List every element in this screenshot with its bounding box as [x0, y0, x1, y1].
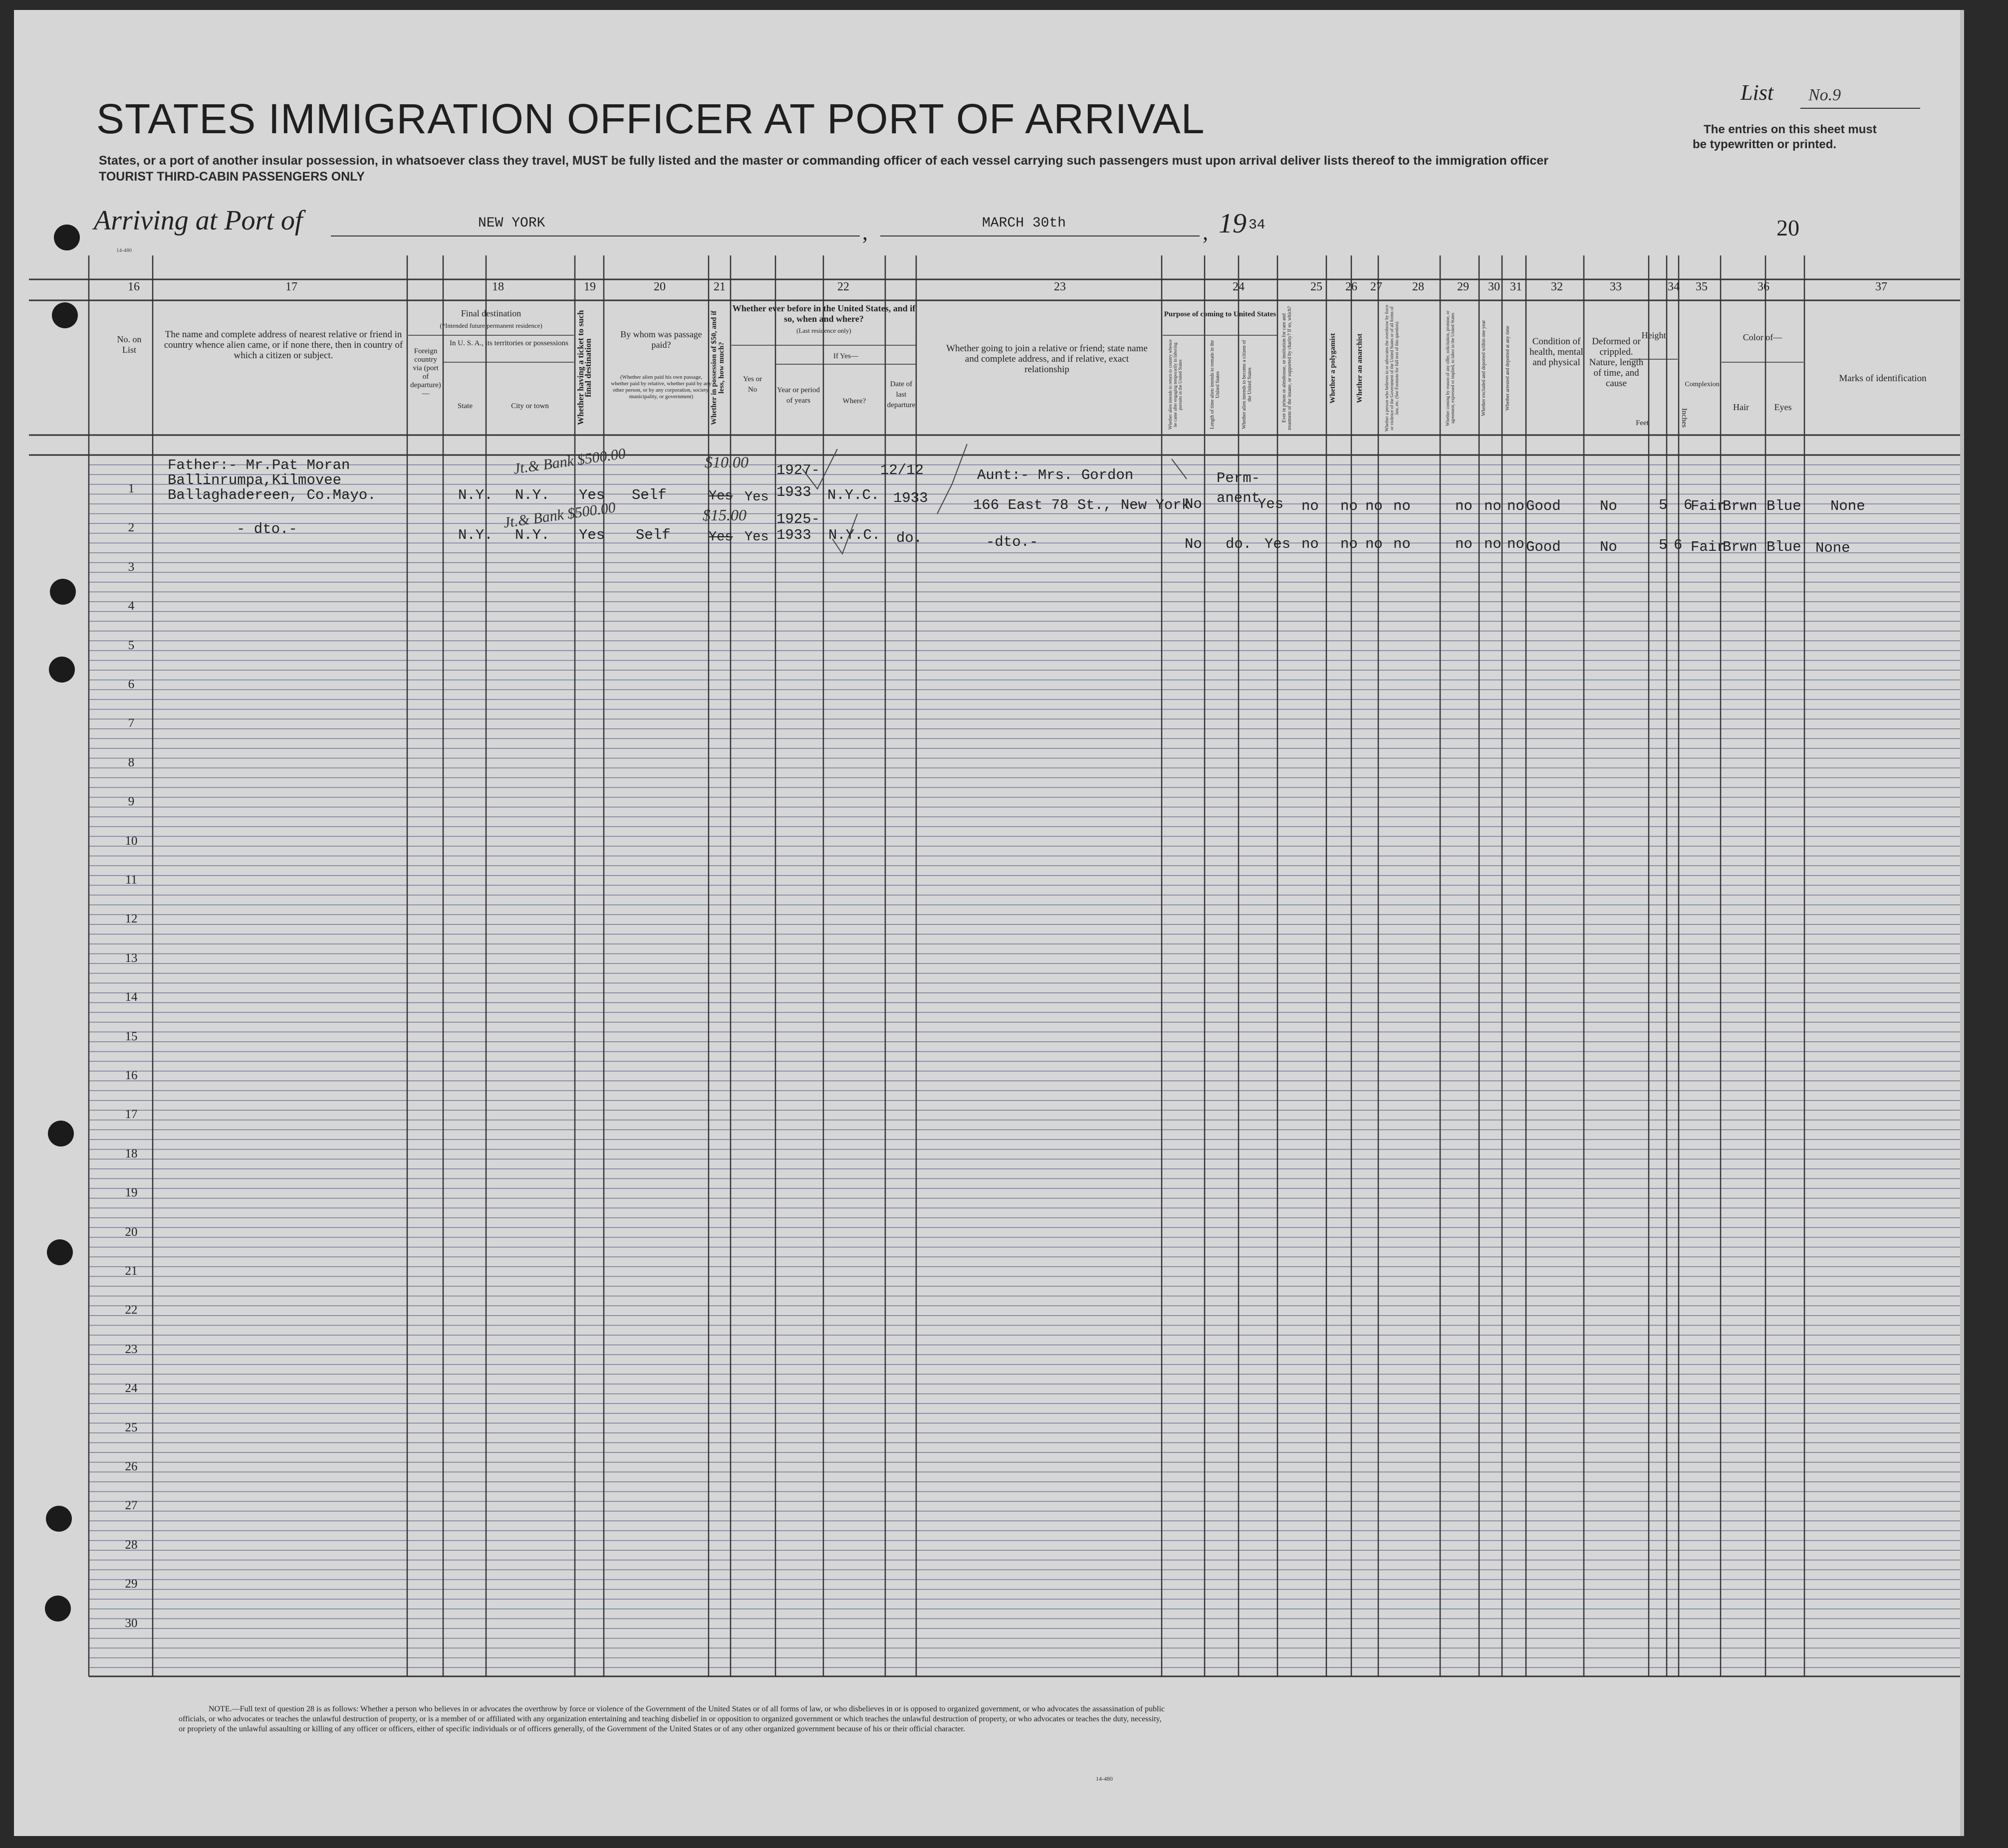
- departure-date: 1933: [893, 490, 928, 506]
- anarchist-value: no: [1365, 498, 1383, 514]
- list-label: List: [1741, 80, 1774, 105]
- relative-address: Ballaghadereen, Co.Mayo.: [168, 487, 376, 503]
- purpose-citizen: Yes: [1264, 536, 1291, 552]
- row-number: 1: [128, 482, 135, 495]
- purpose-return: No: [1185, 496, 1202, 512]
- header-labor-offer: Whether coming by reason of any offer, solicitation, promise, or agreement, expressed or implied, to labor in the United States: [1445, 310, 1455, 426]
- header-state: State: [458, 402, 473, 410]
- manifest-grid: [14, 10, 1960, 1706]
- eyes-value: Blue: [1766, 498, 1801, 514]
- row-number: 10: [125, 834, 138, 848]
- column-number: 27: [1370, 280, 1382, 293]
- money-value: $15.00: [703, 506, 747, 524]
- purpose-return: No: [1185, 536, 1202, 552]
- header-before-note: (Last residence only): [796, 327, 851, 334]
- row-number: 21: [125, 1264, 138, 1278]
- header-in-usa: In U. S. A., its territories or possessions: [450, 339, 568, 347]
- column-number: 30: [1488, 280, 1500, 293]
- row-number: 12: [125, 912, 138, 926]
- row-number: 5: [128, 638, 135, 652]
- comma: ,: [862, 220, 868, 244]
- date-value: MARCH 30th: [982, 216, 1066, 231]
- header-eyes: Eyes: [1774, 402, 1792, 412]
- form-code: 14-480: [116, 247, 132, 253]
- column-number: 19: [584, 280, 596, 293]
- height-inches: 6: [1674, 537, 1683, 553]
- row-number: 22: [125, 1303, 138, 1317]
- footnote-code: 14-480: [1096, 1775, 1113, 1782]
- height-inches: 6: [1684, 497, 1693, 513]
- anarchist-value: no: [1365, 536, 1383, 552]
- where-value: N.Y.C.: [828, 527, 881, 543]
- eyes-value: Blue: [1766, 539, 1801, 555]
- page-title: STATES IMMIGRATION OFFICER AT PORT OF ARRIVAL: [96, 95, 1205, 142]
- header-prison: Ever in prison or almshouse, or institution for care and treatment of the insane, or supported by charity? If so, which?: [1281, 306, 1292, 431]
- before-yes-no: Yes: [745, 530, 769, 545]
- column-number: 24: [1233, 280, 1245, 293]
- column-number: 28: [1412, 280, 1424, 293]
- years-value: 1925-: [776, 511, 820, 527]
- header-purpose: Purpose of coming to United States: [1164, 310, 1276, 318]
- row-number: 26: [125, 1460, 138, 1473]
- column-number: 32: [1551, 280, 1563, 293]
- deformed-value: No: [1600, 539, 1617, 555]
- typewritten-note: The entries on this sheet must: [1704, 123, 1877, 136]
- money-value: $10.00: [705, 453, 749, 471]
- joining-value: 166 East 78 St., New York: [973, 497, 1191, 513]
- row-number: 14: [125, 990, 138, 1004]
- header-yes-no: Yes or No: [743, 375, 762, 394]
- typewritten-note: be typewritten or printed.: [1693, 138, 1837, 151]
- prison-value: no: [1301, 536, 1319, 552]
- column-number: 29: [1457, 280, 1469, 293]
- header-purpose-length: Length of time alien intends to remain in the United States: [1210, 340, 1221, 430]
- header-going-to-join: Whether going to join a relative or friend; state name and complete address, and if relative, exact relationship: [946, 343, 1148, 375]
- column-number: 31: [1510, 280, 1522, 293]
- column-number: 26: [1345, 280, 1357, 293]
- handwritten-note: Jt.& Bank $500.00: [512, 445, 627, 477]
- marks-value: None: [1830, 498, 1865, 514]
- passage-paid-value: Self: [632, 487, 667, 503]
- comma: ,: [1203, 220, 1208, 244]
- joining-value: Aunt:- Mrs. Gordon: [977, 467, 1134, 483]
- year-prefix: 19: [1219, 208, 1247, 239]
- row-number: 27: [125, 1499, 138, 1513]
- row-number: 17: [125, 1108, 138, 1122]
- header-marks: Marks of identification: [1839, 373, 1927, 384]
- header-years: Year or period of years: [777, 386, 820, 405]
- column-number: 22: [837, 280, 849, 293]
- column-number: 20: [654, 280, 666, 293]
- height-feet: 5: [1659, 497, 1668, 513]
- row-number: 4: [128, 599, 135, 613]
- column-number: 16: [128, 280, 140, 293]
- manifest-sheet: [14, 10, 1964, 1836]
- purpose-length: anent: [1217, 490, 1260, 506]
- row-number: 15: [125, 1029, 138, 1043]
- purpose-citizen: Yes: [1257, 496, 1284, 512]
- header-anarchist: Whether an anarchist: [1356, 333, 1364, 403]
- footnote: NOTE.—Full text of question 28 is as follows: Whether a person who believes in or advocates the overthrow by force or violence of the Government of the United States or of all forms of law, or who disbelieves in or is opposed to organized government, or who advocates the assassination of public officials, or who advocates or teaches the unlawful destruction of property, or is a member of or affiliated with any organization entertaining and teaching disbelief in or opposition to organized government or which teaches the unlawful destruction of property, or who advocates or teaches the duty, necessity, or propriety of the unlawful assaulting or killing of any officer or officers, either of specific individuals or of officers generally, of the Government of the United States or of any other organized government because of his or their official character.: [179, 1705, 1165, 1733]
- before-yes-no: Yes: [745, 490, 769, 505]
- row-number: 19: [125, 1186, 138, 1200]
- destination-city: N.Y.: [515, 527, 550, 543]
- relative-address: - dto.-: [237, 521, 297, 537]
- row-number: 13: [125, 951, 138, 965]
- header-nearest-relative: The name and complete address of nearest relative or friend in country whence alien came, or if none there, then in country of which a citizen or subject.: [164, 329, 403, 361]
- column-number: 21: [714, 280, 726, 293]
- where-value: N.Y.C.: [827, 487, 880, 503]
- row-number: 16: [125, 1069, 138, 1082]
- header-deformed: Deformed or crippled. Nature, length of time, and cause: [1589, 336, 1644, 389]
- labor-offer-value: no: [1455, 536, 1473, 552]
- port-value: NEW YORK: [478, 216, 545, 231]
- list-number: No.9: [1808, 86, 1841, 104]
- header-height: Height: [1641, 330, 1666, 340]
- hair-value: Brwn: [1723, 498, 1757, 514]
- health-value: Good: [1526, 539, 1561, 555]
- excluded-value: no: [1484, 536, 1502, 552]
- column-number: 33: [1610, 280, 1622, 293]
- ticket-value: Yes: [579, 487, 605, 503]
- header-purpose-return: Whether alien intends to return to country whence he came after engaging temporarily in laboring pursuits in the United States: [1168, 339, 1183, 430]
- polygamist-value: no: [1340, 536, 1358, 552]
- row-number: 23: [125, 1342, 138, 1356]
- column-number: 23: [1054, 280, 1066, 293]
- row-number: 2: [128, 521, 135, 535]
- row-number: 8: [128, 755, 135, 769]
- deported-value: no: [1507, 536, 1524, 552]
- header-feet: Feet: [1636, 419, 1649, 427]
- hair-value: Brwn: [1723, 539, 1757, 555]
- arriving-label: Arriving at Port of: [94, 205, 303, 236]
- handwritten-note: Jt.& Bank $500.00: [502, 499, 617, 531]
- overthrow-value: no: [1393, 536, 1411, 552]
- row-number: 29: [125, 1577, 138, 1591]
- health-value: Good: [1526, 498, 1561, 514]
- page-number: 20: [1776, 215, 1799, 240]
- column-number: 25: [1310, 280, 1322, 293]
- header-polygamist: Whether a polygamist: [1329, 333, 1337, 404]
- years-value: 1927-: [776, 462, 820, 478]
- row-number: 3: [128, 560, 135, 574]
- complexion-value: Fair: [1691, 539, 1726, 555]
- marks-value: None: [1815, 540, 1850, 556]
- passage-paid-value: Self: [636, 527, 671, 543]
- header-excluded: Whether excluded and deported within one year: [1481, 320, 1487, 417]
- row-number: 24: [125, 1382, 138, 1395]
- relative-address: Ballinrumpa,Kilmovee: [168, 472, 342, 488]
- destination-state: N.Y.: [458, 527, 493, 543]
- departure-date: 12/12: [880, 462, 924, 478]
- header-health: Condition of health, mental and physical: [1529, 336, 1583, 368]
- header-complexion: Complexion: [1685, 381, 1720, 388]
- overthrow-value: no: [1393, 498, 1411, 514]
- row-number: 9: [128, 795, 135, 809]
- prison-value: no: [1301, 498, 1319, 514]
- column-number: 37: [1875, 280, 1887, 293]
- polygamist-value: no: [1340, 498, 1358, 514]
- header-city: City or town: [511, 402, 549, 410]
- header-before-in-us: Whether ever before in the United States, and if so, when and where?: [732, 303, 916, 324]
- years-value: 1933: [776, 527, 811, 543]
- row-number: 28: [125, 1538, 138, 1552]
- column-number: 35: [1696, 280, 1708, 293]
- labor-offer-value: no: [1455, 498, 1473, 514]
- header-overthrow: Whether a person who believes in or advocates the overthrow by force or violence of the Government of the United States or of all forms of law, etc. (See Footnote for full text of this question): [1384, 304, 1399, 432]
- header-hair: Hair: [1733, 402, 1749, 412]
- passenger-class: TOURIST THIRD-CABIN PASSENGERS ONLY: [99, 170, 365, 184]
- header-date-departure: Date of last departure: [887, 380, 916, 409]
- row-number: 20: [125, 1225, 138, 1239]
- row-number: 6: [128, 678, 135, 691]
- header-deported: Whether arrested and deported at any time: [1505, 326, 1510, 411]
- header-inches: Inches: [1680, 408, 1688, 428]
- money-struck: Yes: [709, 489, 733, 504]
- row-number: 18: [125, 1147, 138, 1160]
- row-number: 11: [125, 873, 138, 887]
- joining-value: -dto.-: [986, 534, 1038, 550]
- row-number: 25: [125, 1420, 138, 1434]
- header-color-of: Color of—: [1743, 332, 1782, 342]
- years-value: 1933: [776, 484, 811, 500]
- destination-city: N.Y.: [515, 487, 550, 503]
- column-number: 36: [1757, 280, 1769, 293]
- ticket-value: Yes: [579, 527, 605, 543]
- purpose-length: do.: [1226, 536, 1252, 552]
- money-struck: Yes: [709, 530, 733, 545]
- deformed-value: No: [1600, 498, 1617, 514]
- year-suffix: 34: [1249, 218, 1265, 233]
- relative-address: Father:- Mr.Pat Moran: [168, 457, 350, 473]
- complexion-value: Fair: [1691, 498, 1726, 514]
- purpose-length: Perm-: [1217, 470, 1260, 486]
- header-passage-note: (Whether alien paid his own passage, whether paid by relative, whether paid by any other person, or by any corporation, society, municipality, or government): [611, 374, 712, 400]
- header-purpose-citizen: Whether alien intends to become a citizen of the United States: [1242, 340, 1253, 430]
- header-ticket: Whether having a ticket to such final destination: [576, 310, 593, 426]
- header-passage-paid: By whom was passage paid?: [620, 329, 702, 350]
- excluded-value: no: [1484, 498, 1502, 514]
- column-number: 18: [492, 280, 504, 293]
- deported-value: no: [1507, 498, 1524, 514]
- header-final-destination-note: (*Intended future permanent residence): [440, 322, 542, 329]
- header-where: Where?: [842, 397, 866, 405]
- height-feet: 5: [1659, 537, 1668, 553]
- row-number: 7: [128, 716, 135, 730]
- header-if-yes: If Yes—: [833, 352, 858, 360]
- header-final-destination: Final destination: [461, 308, 521, 318]
- departure-date: do.: [896, 530, 923, 546]
- instructions-text: States, or a port of another insular possession, in whatsoever class they travel, MUST be fully listed and the master or commanding officer of each vessel carrying such passengers must upon arrival deliver lists thereof to the immigration officer: [99, 154, 1548, 168]
- column-number: 34: [1668, 280, 1680, 293]
- row-number: 30: [125, 1616, 138, 1630]
- header-no-on-list: No. on List: [117, 334, 142, 355]
- header-foreign-country: Foreign country via (port of departure)—: [410, 347, 441, 398]
- destination-state: N.Y.: [458, 487, 493, 503]
- column-number: 17: [285, 280, 297, 293]
- header-money: Whether in possession of $50, and if less, how much?: [710, 310, 726, 425]
